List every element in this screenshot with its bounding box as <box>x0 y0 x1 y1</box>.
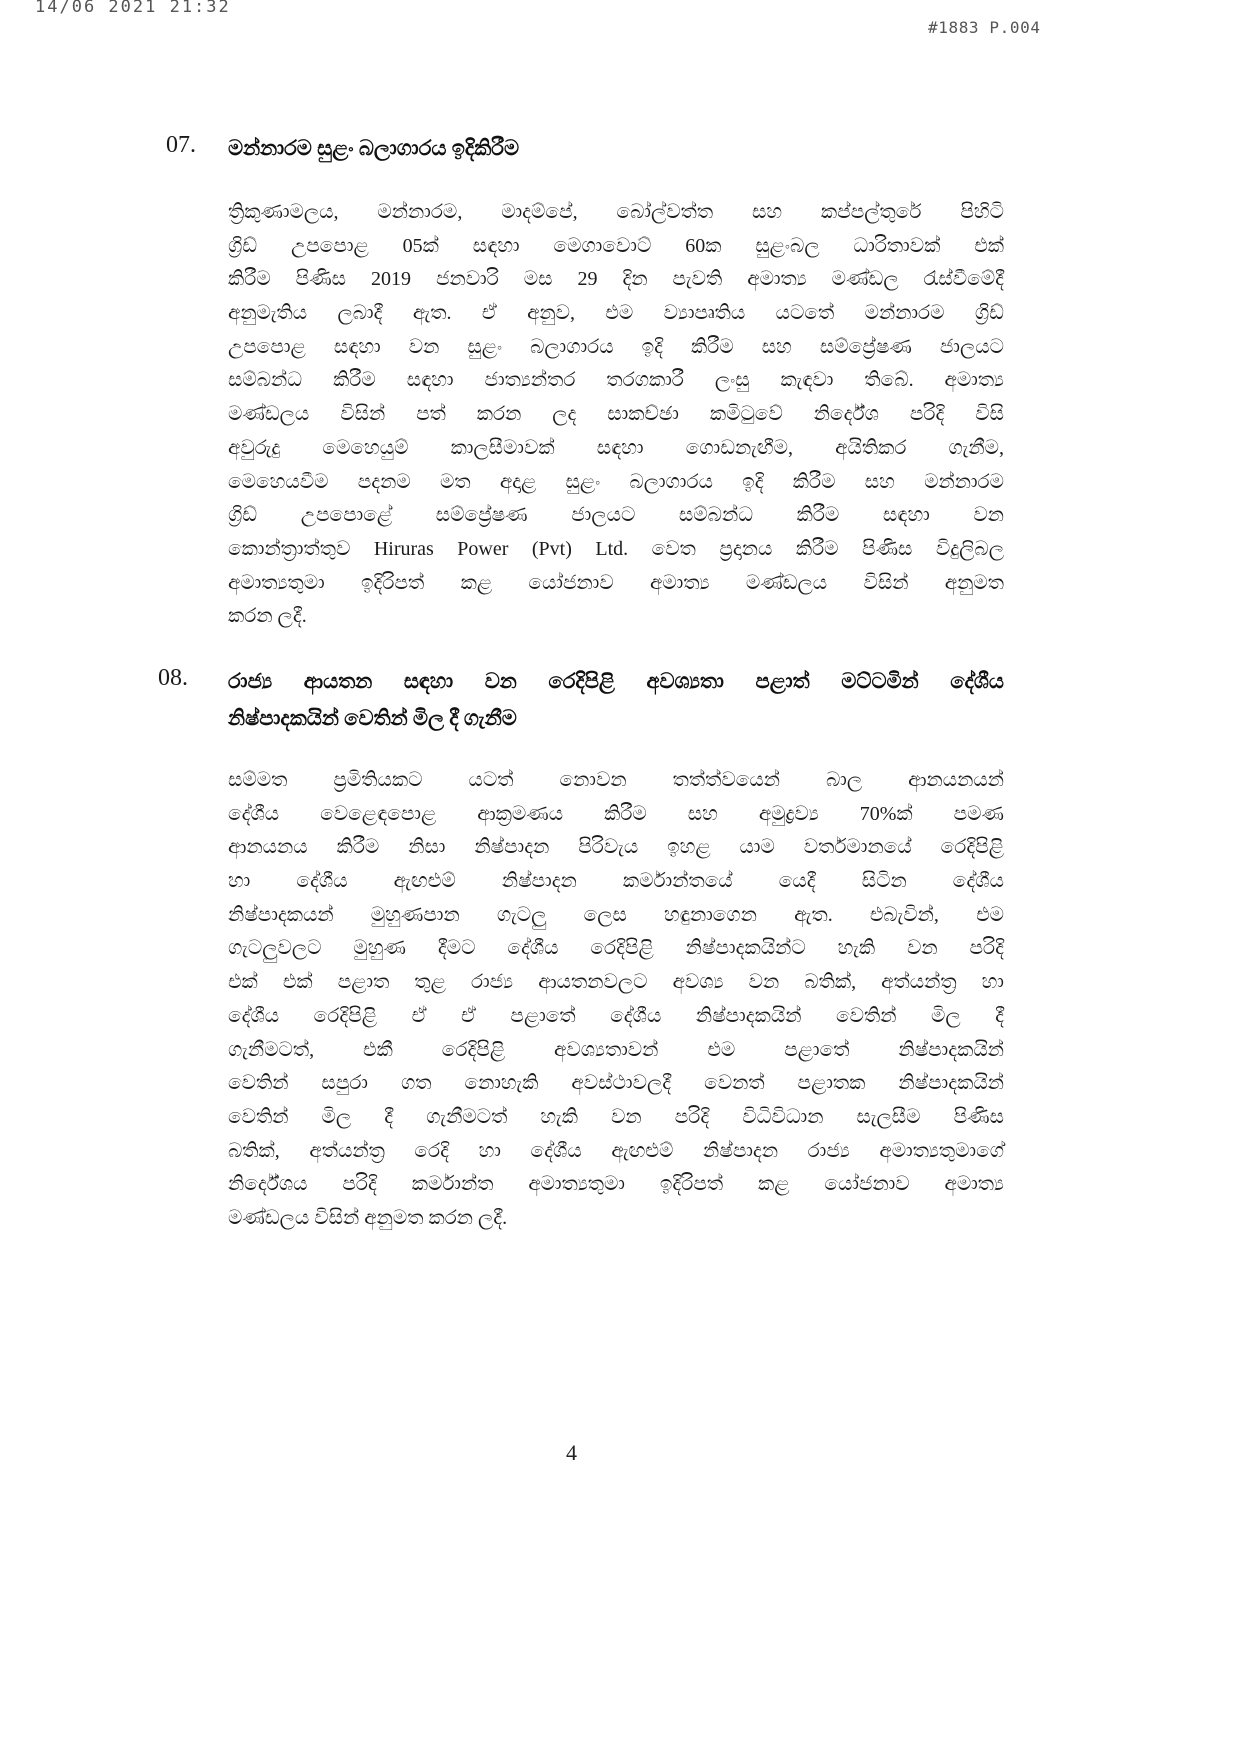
paragraph-line: කොන්ත්‍රාත්තුව Hiruras Power (Pvt) Ltd. වෙත ප්‍රදානය කිරීම පිණිස විදුලිබල <box>228 537 1004 560</box>
fax-datetime: 14/06 2021 21:32 <box>35 0 231 17</box>
paragraph-line: සම්මත ප්‍රමිතියකට යටත් නොවන තත්ත්වයෙන් බාල ආනයනයන් <box>228 769 1004 791</box>
paragraph-line: කරන ලදී. <box>228 605 307 628</box>
page-number: 4 <box>566 1440 577 1465</box>
paragraph-line: දේශීය රෙදිපිළි ඒ ඒ පළාතේ දේශීය නිෂ්පාදකයින් වෙතින් මිල දී <box>228 1004 1004 1027</box>
paragraph-line: අවුරුදු මෙහෙයුම් කාලසීමාවක් සඳහා ගොඩනැඟීම, අයිතිකර ගැනීම, <box>228 436 1004 459</box>
section-title <box>228 134 1004 171</box>
fax-page-ref: #1883 P.004 <box>928 18 1041 37</box>
section-title-line: රාජ්‍ය ආයතන සඳහා වන රෙදිපිළි අවශ්‍යතා පළාත් මට්ටමින් දේශීය <box>228 669 1004 693</box>
section-title-line: නිෂ්පාදකයින් වෙතින් මිල දී ගැනීම <box>228 706 517 730</box>
section-title <box>228 667 1004 741</box>
paragraph-line: ත්‍රිකුණාමලය, මන්නාරම, මාදම්පේ, බෝල්වත්ත සහ කප්පල්තුරේ පිහිටි <box>228 201 1004 223</box>
paragraph-line: ආනයනය කිරීම නිසා නිෂ්පාදන පිරිවැය ඉහළ යාම වර්තමානයේ රෙදිපිළි <box>228 836 1004 859</box>
paragraph-line: උපපොළ සඳහා වන සුළං බලාගාරය ඉදි කිරීම සහ සම්ප්‍රේෂණ ජාලයට <box>228 335 1004 358</box>
paragraph-line: මෙහෙයවීම පදනම මත අදාළ සුළං බලාගාරය ඉදි කිරීම සහ මන්නාරම <box>228 470 1004 493</box>
section-title-line: මන්නාරම සුළං බලාගාරය ඉදිකිරීම <box>228 136 520 160</box>
paragraph-line: කිරීම පිණිස 2019 ජනවාරි මස 29 දින පැවති අමාත්‍ය මණ්ඩල රැස්වීමේදී <box>228 268 1004 291</box>
paragraph-line: බතික්, අත්යන්ත්‍ර රෙදි හා දේශීය ඇඟළුම් නිෂ්පාදන රාජ්‍ය අමාත්‍යතුමාගේ <box>228 1139 1004 1162</box>
paragraph-line: වෙතින් මිල දී ගැනීමටත් හැකි වන පරිදි විධිවිධාන සැලසීම පිණිස <box>228 1105 1004 1128</box>
paragraph-line: ග්‍රිඩ් උපපොළේ සම්ප්‍රේෂණ ජාලයට සම්බන්ධ කිරීම සඳහා වන <box>228 504 1004 527</box>
paragraph-line: නිර්දේශය පරිදි කර්මාන්ත අමාත්‍යතුමා ඉදිරිපත් කළ යෝජනාව අමාත්‍ය <box>228 1173 1004 1196</box>
paragraph-line: සම්බන්ධ කිරීම සඳහා ජාත්‍යන්තර තරගකාරී ලංසු කැඳවා තිබේ. අමාත්‍ය <box>228 369 1004 392</box>
paragraph-line: වෙතින් සපුරා ගත නොහැකි අවස්ථාවලදී වෙනත් පළාතක නිෂ්පාදකයින් <box>228 1072 1004 1095</box>
paragraph-line: මණ්ඩලය විසින් අනුමත කරන ලදී. <box>228 1206 508 1229</box>
section-body <box>228 198 1004 636</box>
paragraph-line: නිෂ්පාදකයන් මුහුණපාන ගැටලු ලෙස හඳුනාගෙන ඇත. එබැවින්, එම <box>228 903 1004 926</box>
section-body <box>228 766 1004 1238</box>
paragraph-line: ගැටලුවලට මුහුණ දීමට දේශීය රෙදිපිළි නිෂ්පාදකයින්ට හැකි වන පරිදි <box>228 937 1004 960</box>
paragraph-line: ග්‍රිඩ් උපපොළ 05ක් සඳහා මෙගාවොට් 60ක සුළංබල ධාරිතාවක් එක් <box>228 234 1004 257</box>
paragraph-line: දේශීය වෙළෙඳපොළ ආක්‍රමණය කිරීම සහ අමුද්‍රව්‍ය 70%ක් පමණ <box>228 802 1004 825</box>
paragraph-line: ගැනීමටත්, එකී රෙදිපිළි අවශ්‍යතාවන් එම පළාතේ නිෂ්පාදකයින් <box>228 1038 1004 1061</box>
paragraph-line: මණ්ඩලය විසින් පත් කරන ලද සාකච්ඡා කමිටුවේ නිර්දේශ පරිදි විසි <box>228 403 1004 426</box>
section-number: 07. <box>166 132 196 158</box>
section-number: 08. <box>158 665 188 691</box>
paragraph-line: එක් එක් පළාත තුළ රාජ්‍ය ආයතනවලට අවශ්‍ය වන බතික්, අත්යන්ත්‍ර හා <box>228 971 1004 994</box>
paragraph-line: හා දේශීය ඇඟළුම් නිෂ්පාදන කර්මාන්තයේ යෙදී සිටින දේශීය <box>228 870 1004 893</box>
paragraph-line: අනුමැතිය ලබාදී ඇත. ඒ අනුව, එම ව්‍යාපෘතිය යටතේ මන්නාරම ග්‍රිඩ් <box>228 302 1004 325</box>
paragraph-line: අමාත්‍යතුමා ඉදිරිපත් කළ යෝජනාව අමාත්‍ය මණ්ඩලය විසින් අනුමත <box>228 571 1004 594</box>
